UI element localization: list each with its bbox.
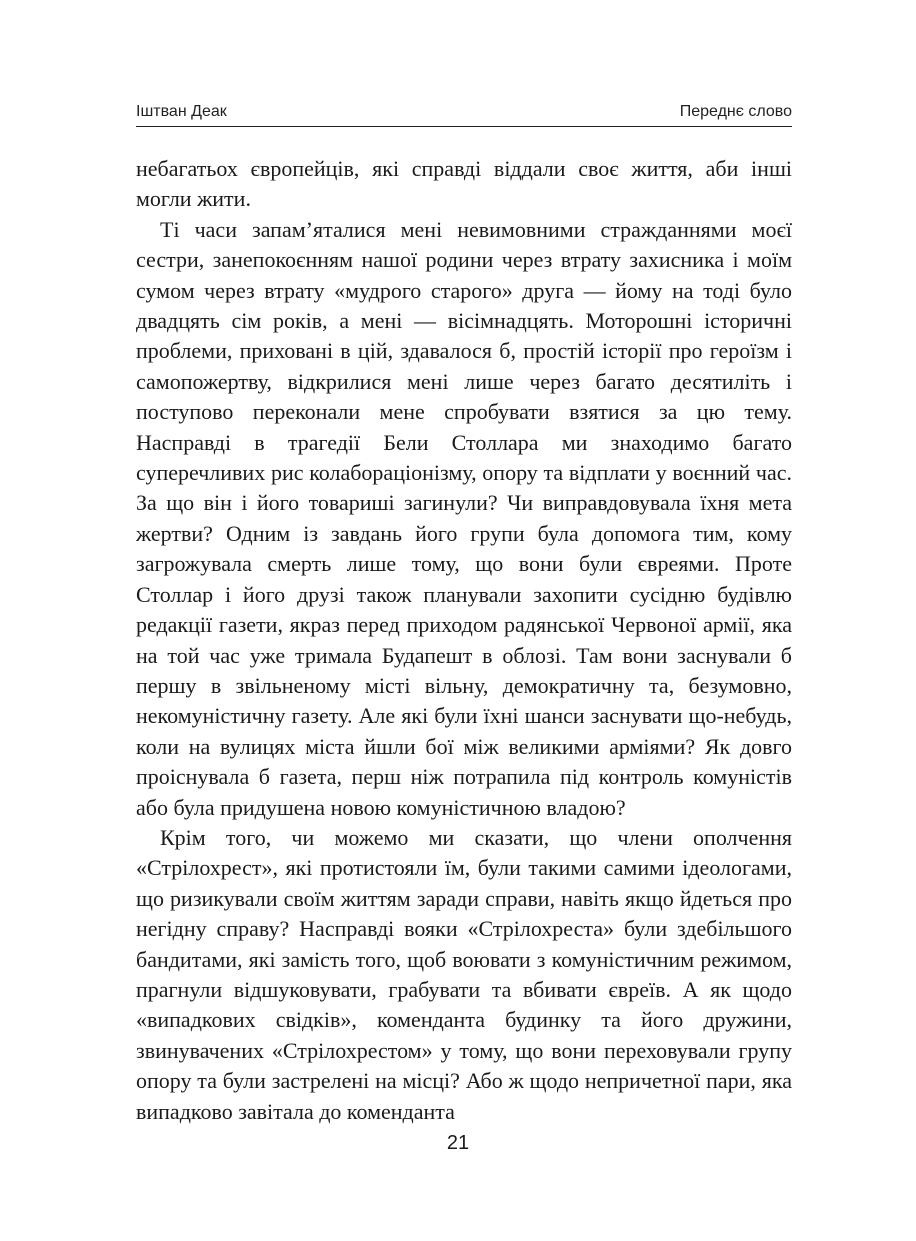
paragraph-continued: небагатьох європейців, які справді віддали своє життя, аби інші могли жити. xyxy=(136,156,792,212)
paragraph: Крім того, чи можемо ми сказати, що члени ополчення «Стрілохрест», які протистояли їм, були такими самими ідеологами, що ризикували своїм життям заради справи, навіть якщо йдеться про негідну справу? Насправді вояки «Стрілохреста» були здебільшого бандитами, які замість того, щоб воювати з комуністичним режимом, прагнули відшуковувати, грабувати та вбивати євреїв. А як щодо «випадкових свідків», коменданта будинку та його дружини, звинувачених «Стрілохрестом» у тому, що вони переховували групу опору та були застрелені на місці? Або ж щодо непричетної пари, яка випадково завітала до коменданта xyxy=(136,824,792,1124)
page-number: 21 xyxy=(446,1132,470,1154)
header-author: Іштван Деак xyxy=(136,103,227,120)
paragraph: Ті часи запам’яталися мені невимовними стражданнями моєї сестри, занепокоєнням нашої родини через втрату захисника і моїм сумом через втрату «мудрого старого» друга — йому на тоді було двадцять сім років, а мені — вісімнадцять. Моторошні історичні проблеми, приховані в цій, здавалося б, простій історії про героїзм і самопожертву, відкрилися мені лише через багато десятиліть і поступово переконали мене спробувати взятися за цю тему. Насправді в трагедії Бели Столлара ми знаходимо багато суперечливих рис колабораціонізму, опору та відплати у воєнний час. За що він і його товариші загинули? Чи виправдовувала їхня мета жертви? Одним із завдань його групи була допомога тим, кому загрожувала смерть лише тому, що вони були євреями. Проте Столлар і його друзі також планували захопити сусідню будівлю редакції газети, якраз перед приходом радянської Червоної армії, яка на той час уже тримала Будапешт в облозі. Там вони заснували б першу в звільненому місті вільну, демократичну та, безумовно, некомуністичну газету. Але які були їхні шанси заснувати що-небудь, коли на вулицях міста йшли бої між великими арміями? Як довго проіснувала б газета, перш ніж потрапила під контроль комуністів або була придушена новою комуністичною владою? xyxy=(136,216,792,820)
running-header xyxy=(136,100,792,127)
body-text xyxy=(136,154,792,1127)
header-section-title: Переднє слово xyxy=(679,103,792,120)
